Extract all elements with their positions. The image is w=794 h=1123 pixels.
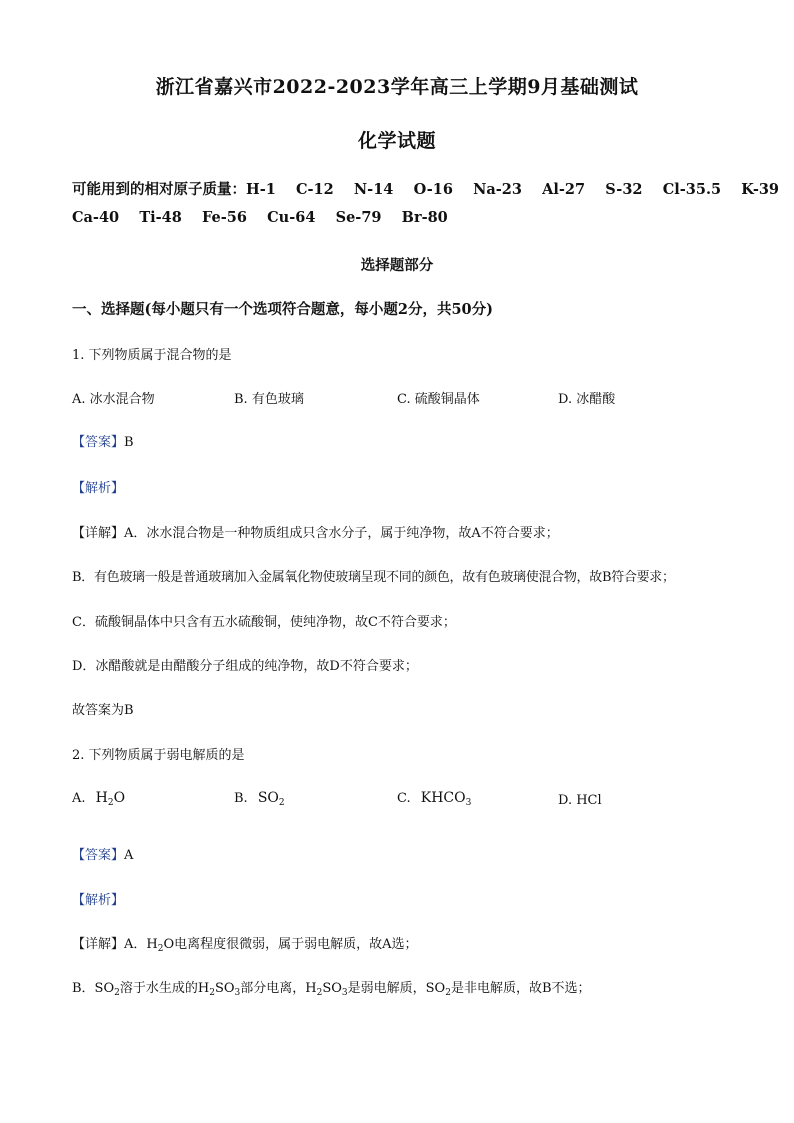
q1-option-d: D. 冰醋酸 xyxy=(558,392,616,407)
q2-detail-b: B．$SO_2$溶于水生成的$H_2SO_3$部分电离，$H_2SO_3$是弱电解质，$SO_2$是非电解质，故B不选； xyxy=(72,981,591,998)
q1-detail-b: B．有色玻璃一般是普通玻璃加入金属氧化物使玻璃呈现不同的颜色，故有色玻璃使混合物，故B符合要求； xyxy=(72,570,675,585)
atomic-mass-values-1: H-1 C-12 N-14 O-16 Na-23 Al-27 S-32 Cl-35.5 K-39 xyxy=(246,181,780,198)
formula-h2o: $H_2O$ xyxy=(95,790,126,808)
q2-option-d: D. HCl xyxy=(558,793,602,808)
detail-tag: 【详解】 xyxy=(72,937,125,952)
option-label: B. xyxy=(234,791,248,806)
atomic-mass-line-1 xyxy=(72,178,779,199)
detail-tag: 【详解】 xyxy=(72,526,125,541)
answer-value: A xyxy=(124,848,134,863)
q1-detail-d: D．冰醋酸就是由醋酸分子组成的纯净物，故D不符合要求； xyxy=(72,659,418,674)
q1-detail-a xyxy=(72,522,559,541)
option-label: A. xyxy=(72,791,86,806)
q2-option-c xyxy=(397,790,471,808)
q2-analysis-tag: 【解析】 xyxy=(72,893,125,908)
q2-answer xyxy=(72,844,133,863)
q1-answer xyxy=(72,431,134,450)
detail-text: A．冰水混合物是一种物质组成只含水分子，属于纯净物，故A不符合要求； xyxy=(124,526,559,541)
q2-option-b xyxy=(234,790,285,808)
q1-conclusion: 故答案为B xyxy=(72,703,134,718)
section-title: 选择题部分 xyxy=(360,257,434,274)
option-label: C. xyxy=(397,791,411,806)
formula-khco3: $KHCO_3$ xyxy=(420,790,472,808)
answer-tag: 【答案】 xyxy=(72,435,125,450)
formula-so2: $SO_2$ xyxy=(257,790,285,808)
q1-option-c: C. 硫酸铜晶体 xyxy=(397,392,480,407)
q1-stem: 1. 下列物质属于混合物的是 xyxy=(72,348,232,363)
q1-analysis-tag: 【解析】 xyxy=(72,481,125,496)
q2-detail-a: 【详解】A．$H_2O$电离程度很微弱，属于弱电解质，故A选； xyxy=(72,937,418,954)
q2-stem: 2. 下列物质属于弱电解质的是 xyxy=(72,748,245,763)
answer-value: B xyxy=(124,435,134,450)
atomic-mass-label: 可能用到的相对原子质量： xyxy=(72,181,246,198)
q1-detail-c: C．硫酸铜晶体中只含有五水硫酸铜，使纯净物，故C不符合要求； xyxy=(72,615,456,630)
part-heading: 一、选择题(每小题只有一个选项符合题意，每小题2分，共50分) xyxy=(72,301,493,318)
document-subtitle: 化学试题 xyxy=(357,130,436,152)
atomic-mass-line-2: Ca-40 Ti-48 Fe-56 Cu-64 Se-79 Br-80 xyxy=(72,209,448,226)
answer-tag: 【答案】 xyxy=(72,848,125,863)
document-title: 浙江省嘉兴市2022-2023学年高三上学期9月基础测试 xyxy=(155,76,639,98)
q2-option-a xyxy=(72,790,125,808)
q1-option-a: A. 冰水混合物 xyxy=(72,392,155,407)
q1-option-b: B. 有色玻璃 xyxy=(234,392,304,407)
